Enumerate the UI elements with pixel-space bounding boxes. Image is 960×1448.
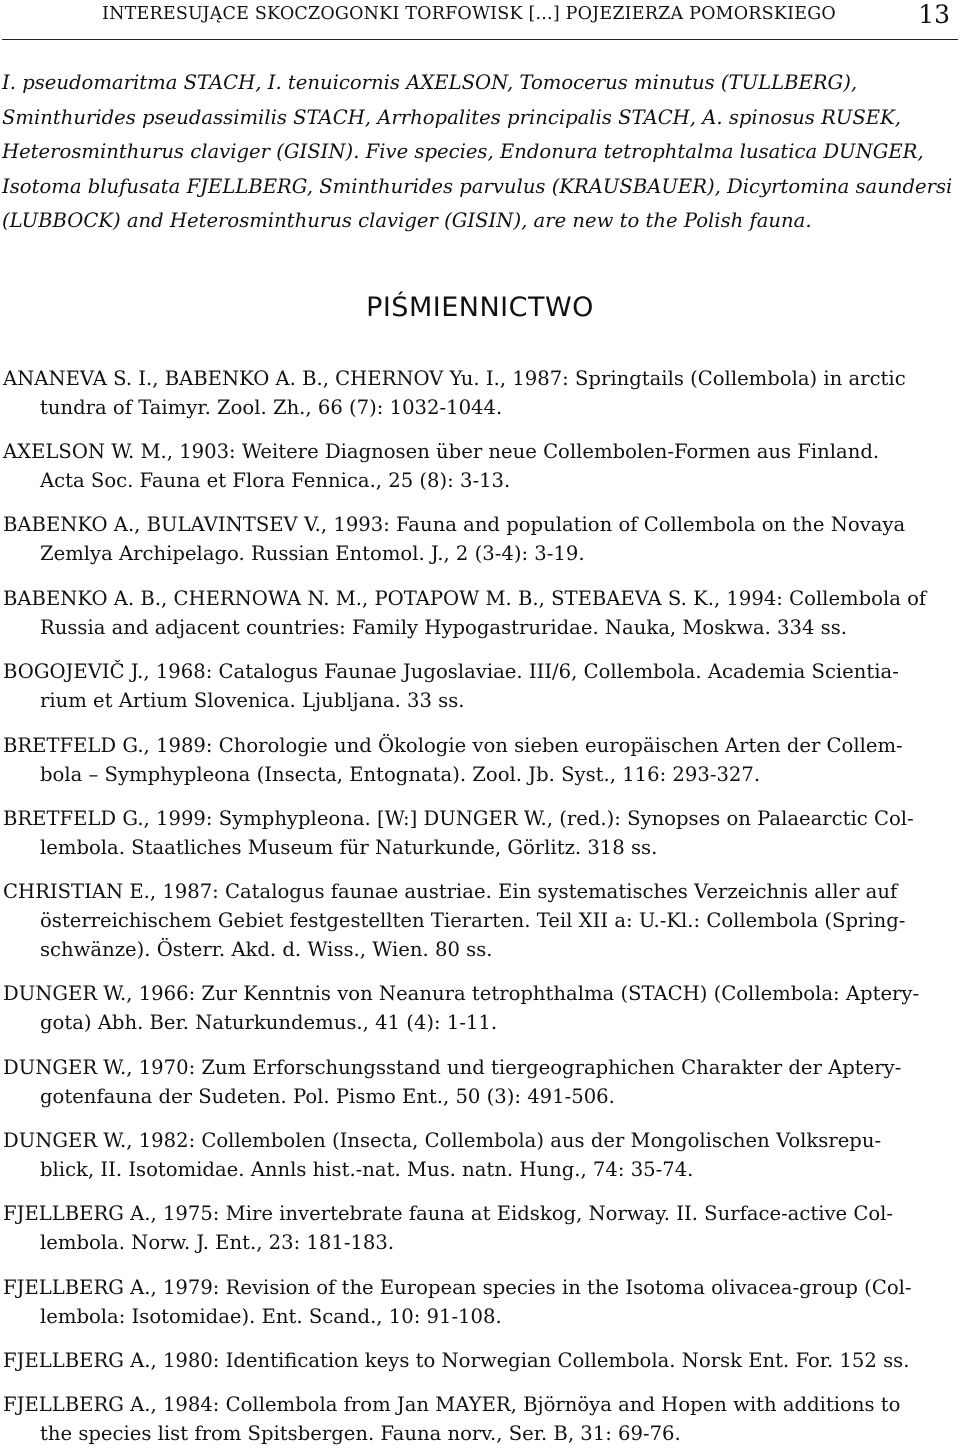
reference-line: lembola: Isotomidae). Ent. Scand., 10: 91-108. bbox=[40, 1305, 502, 1328]
reference-line: lembola. Norw. J. Ent., 23: 181-183. bbox=[40, 1231, 395, 1254]
reference-line: the species list from Spitsbergen. Fauna norv., Ser. B, 31: 69-76. bbox=[40, 1422, 681, 1445]
reference-entry bbox=[3, 1273, 958, 1331]
reference-line: DUNGER W., 1970: Zum Erforschungsstand und tiergeographichen Charakter der Aptery- bbox=[3, 1056, 902, 1079]
reference-line: FJELLBERG A., 1975: Mire invertebrate fauna at Eidskog, Norway. II. Surface-active Col- bbox=[3, 1202, 894, 1225]
reference-line: AXELSON W. M., 1903: Weitere Diagnosen über neue Collembolen-Formen aus Finland. bbox=[3, 440, 880, 463]
reference-line: FJELLBERG A., 1984: Collembola from Jan MAYER, Björnöya and Hopen with additions to bbox=[3, 1393, 901, 1416]
reference-line: FJELLBERG A., 1980: Identification keys to Norwegian Collembola. Norsk Ent. For. 152 ss. bbox=[3, 1349, 910, 1372]
reference-line: FJELLBERG A., 1979: Revision of the European species in the Isotoma olivacea-group (Col- bbox=[3, 1276, 912, 1299]
reference-line: DUNGER W., 1982: Collembolen (Insecta, Collembola) aus der Mongolischen Volksrepu- bbox=[3, 1129, 882, 1152]
reference-entry bbox=[3, 877, 958, 964]
abstract-line: Sminthurides pseudassimilis STACH, Arrhopalites principalis STACH, A. spinosus RUSEK, bbox=[2, 105, 901, 129]
reference-line: bola – Symphypleona (Insecta, Entognata). Zool. Jb. Syst., 116: 293-327. bbox=[40, 763, 761, 786]
reference-line: tundra of Taimyr. Zool. Zh., 66 (7): 1032-1044. bbox=[40, 396, 503, 419]
running-head: INTERESUJĄCE SKOCZOGONKI TORFOWISK [...] POJEZIERZA POMORSKIEGO bbox=[102, 4, 836, 24]
abstract-line: Isotoma blufusata FJELLBERG, Sminthurides parvulus (KRAUSBAUER), Dicyrtomina saundersi bbox=[2, 174, 953, 198]
reference-line: BRETFELD G., 1999: Symphypleona. [W:] DUNGER W., (red.): Synopses on Palaearctic Col- bbox=[3, 807, 914, 830]
reference-line: BRETFELD G., 1989: Chorologie und Ökologie von sieben europäischen Arten der Collem- bbox=[3, 734, 903, 757]
abstract-paragraph bbox=[2, 66, 958, 239]
reference-line: Zemlya Archipelago. Russian Entomol. J., 2 (3-4): 3-19. bbox=[40, 542, 585, 565]
reference-entry bbox=[3, 1346, 958, 1375]
reference-line: ANANEVA S. I., BABENKO A. B., CHERNOV Yu. I., 1987: Springtails (Collembola) in arctic bbox=[3, 367, 906, 390]
reference-line: CHRISTIAN E., 1987: Catalogus faunae austriae. Ein systematisches Verzeichnis aller auf bbox=[3, 880, 898, 903]
abstract-line: (LUBBOCK) and Heterosminthurus claviger (GISIN), are new to the Polish fauna. bbox=[2, 209, 812, 232]
reference-entry bbox=[3, 731, 958, 789]
reference-line: schwänze). Österr. Akd. d. Wiss., Wien. 80 ss. bbox=[40, 938, 493, 961]
header-rule bbox=[2, 39, 958, 40]
abstract-line: Heterosminthurus claviger (GISIN). Five species, Endonura tetrophtalma lusatica DUNGER, bbox=[2, 140, 924, 163]
reference-entry bbox=[3, 657, 958, 715]
reference-line: Russia and adjacent countries: Family Hypogastruridae. Nauka, Moskwa. 334 ss. bbox=[40, 616, 848, 639]
reference-line: rium et Artium Slovenica. Ljubljana. 33 ss. bbox=[40, 689, 465, 712]
reference-line: lembola. Staatliches Museum für Naturkunde, Görlitz. 318 ss. bbox=[40, 836, 658, 859]
reference-entry bbox=[3, 584, 958, 642]
reference-entry bbox=[3, 1390, 958, 1448]
reference-line: BABENKO A. B., CHERNOWA N. M., POTAPOW M. B., STEBAEVA S. K., 1994: Collembola of bbox=[3, 587, 927, 610]
reference-entry bbox=[3, 1199, 958, 1257]
reference-entry bbox=[3, 979, 958, 1037]
reference-line: gotenfauna der Sudeten. Pol. Pismo Ent., 50 (3): 491-506. bbox=[40, 1085, 615, 1108]
reference-line: DUNGER W., 1966: Zur Kenntnis von Neanura tetrophthalma (STACH) (Collembola: Aptery- bbox=[3, 982, 920, 1005]
section-heading: PIŚMIENNICTWO bbox=[366, 292, 594, 323]
reference-line: blick, II. Isotomidae. Annls hist.-nat. Mus. natn. Hung., 74: 35-74. bbox=[40, 1158, 694, 1181]
reference-line: gota) Abh. Ber. Naturkundemus., 41 (4): 1-11. bbox=[40, 1011, 498, 1034]
reference-entry bbox=[3, 510, 958, 568]
page-number: 13 bbox=[918, 0, 950, 29]
reference-entry bbox=[3, 1053, 958, 1111]
reference-line: BOGOJEVIČ J., 1968: Catalogus Faunae Jugoslaviae. III/6, Collembola. Academia Scientia- bbox=[3, 660, 899, 683]
reference-line: BABENKO A., BULAVINTSEV V., 1993: Fauna and population of Collembola on the Novaya bbox=[3, 513, 906, 536]
reference-entry bbox=[3, 437, 958, 495]
reference-entry bbox=[3, 1126, 958, 1184]
reference-entry bbox=[3, 804, 958, 862]
reference-line: österreichischem Gebiet festgestellten Tierarten. Teil XII a: U.-Kl.: Collembola (Spring- bbox=[40, 909, 906, 932]
reference-line: Acta Soc. Fauna et Flora Fennica., 25 (8): 3-13. bbox=[40, 469, 511, 492]
reference-entry bbox=[3, 364, 958, 422]
abstract-line: I. pseudomaritma STACH, I. tenuicornis AXELSON, Tomocerus minutus (TULLBERG), bbox=[2, 71, 858, 94]
